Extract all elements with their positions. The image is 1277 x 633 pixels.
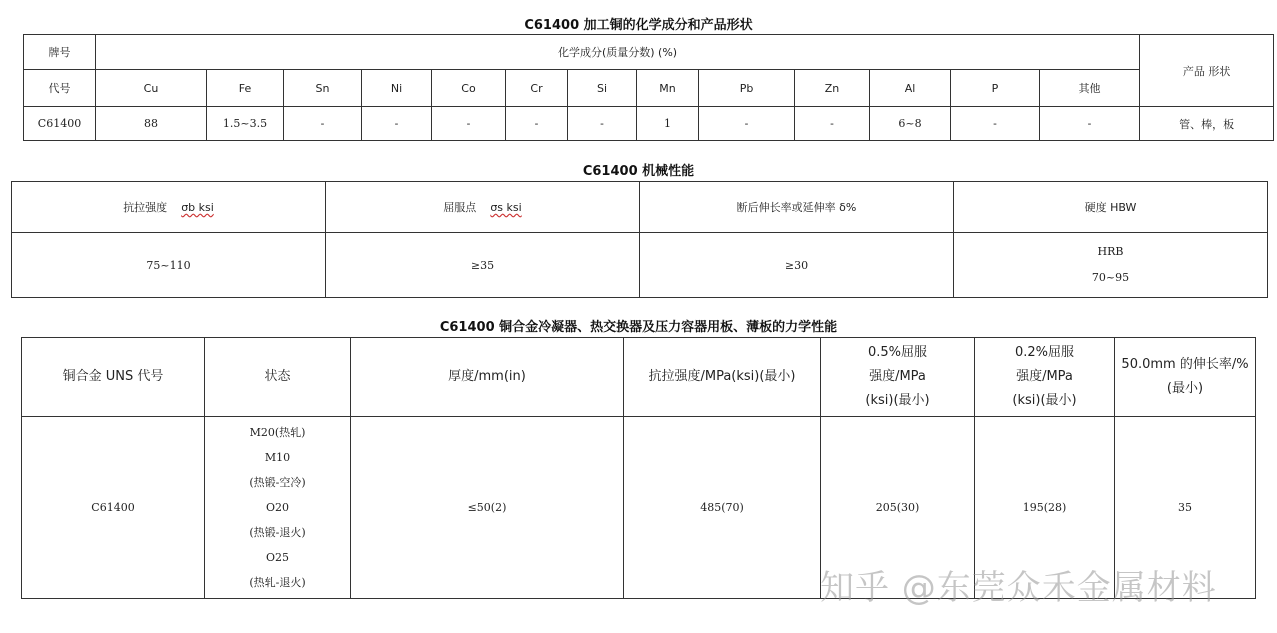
- elongation-header: 断后伸长率或延伸率 δ%: [640, 182, 954, 233]
- hardness-value: HRB 70~95: [954, 233, 1268, 298]
- element-header: Sn: [284, 70, 362, 107]
- tensile-header: 抗拉强度 σb ksi: [12, 182, 326, 233]
- element-header: Mn: [637, 70, 699, 107]
- mechanical-properties-table: [11, 181, 1268, 298]
- yield02-header: 0.2%屈服 强度/MPa (ksi)(最小): [975, 338, 1115, 417]
- element-header: Pb: [699, 70, 795, 107]
- watermark: 知乎 @东莞众禾金属材料: [820, 568, 1217, 608]
- chemical-composition-table: [23, 34, 1274, 141]
- value-cell: 1: [637, 107, 699, 141]
- value-cell: -: [568, 107, 637, 141]
- state-header: 状态: [205, 338, 351, 417]
- value-cell: -: [699, 107, 795, 141]
- yield-value: ≥35: [326, 233, 640, 298]
- value-cell: -: [795, 107, 870, 141]
- value-cell: -: [951, 107, 1040, 141]
- yield-header: 屈服点 σs ksi: [326, 182, 640, 233]
- tensile-symbol: σb ksi: [181, 201, 214, 214]
- hardness-header: 硬度 HBW: [954, 182, 1268, 233]
- composition-header: 化学成分(质量分数) (%): [96, 35, 1140, 70]
- value-cell: 6~8: [870, 107, 951, 141]
- tensile-cell: 485(70): [624, 417, 821, 599]
- brand-header: 牌号: [24, 35, 96, 70]
- value-cell: -: [432, 107, 506, 141]
- yield02-cell: 195(28): [975, 417, 1115, 599]
- code-cell: C61400: [24, 107, 96, 141]
- elongation-header: 50.0mm 的伸长率/% (最小): [1115, 338, 1256, 417]
- elongation-cell: 35: [1115, 417, 1256, 599]
- value-cell: -: [506, 107, 568, 141]
- value-cell: -: [284, 107, 362, 141]
- thickness-header: 厚度/mm(in): [351, 338, 624, 417]
- yield-symbol: σs ksi: [490, 201, 522, 214]
- element-header: P: [951, 70, 1040, 107]
- shape-header: 产品 形状: [1140, 35, 1274, 107]
- shape-cell: 管、棒，板: [1140, 107, 1274, 141]
- element-header: Ni: [362, 70, 432, 107]
- value-cell: -: [1040, 107, 1140, 141]
- table1-title: C61400 加工铜的化学成分和产品形状: [524, 18, 753, 33]
- yield05-cell: 205(30): [821, 417, 975, 599]
- element-header: Cu: [96, 70, 207, 107]
- code-header: 代号: [24, 70, 96, 107]
- element-header: Co: [432, 70, 506, 107]
- value-cell: 1.5~3.5: [207, 107, 284, 141]
- uns-cell: C61400: [22, 417, 205, 599]
- elongation-value: ≥30: [640, 233, 954, 298]
- element-header: Al: [870, 70, 951, 107]
- tensile-value: 75~110: [12, 233, 326, 298]
- table3-title: C61400 铜合金冷凝器、热交换器及压力容器用板、薄板的力学性能: [439, 320, 838, 335]
- table2-title: C61400 机械性能: [582, 164, 695, 179]
- element-header: Cr: [506, 70, 568, 107]
- value-cell: 88: [96, 107, 207, 141]
- value-cell: -: [362, 107, 432, 141]
- element-header: Zn: [795, 70, 870, 107]
- thickness-cell: ≤50(2): [351, 417, 624, 599]
- state-cell: M20(热轧) M10 (热锻-空冷) O20 (热锻-退火) O25 (热轧-退火): [205, 417, 351, 599]
- element-header: 其他: [1040, 70, 1140, 107]
- yield05-header: 0.5%屈服 强度/MPa (ksi)(最小): [821, 338, 975, 417]
- uns-header: 铜合金 UNS 代号: [22, 338, 205, 417]
- element-header: Fe: [207, 70, 284, 107]
- element-header: Si: [568, 70, 637, 107]
- tensile-header: 抗拉强度/MPa(ksi)(最小): [624, 338, 821, 417]
